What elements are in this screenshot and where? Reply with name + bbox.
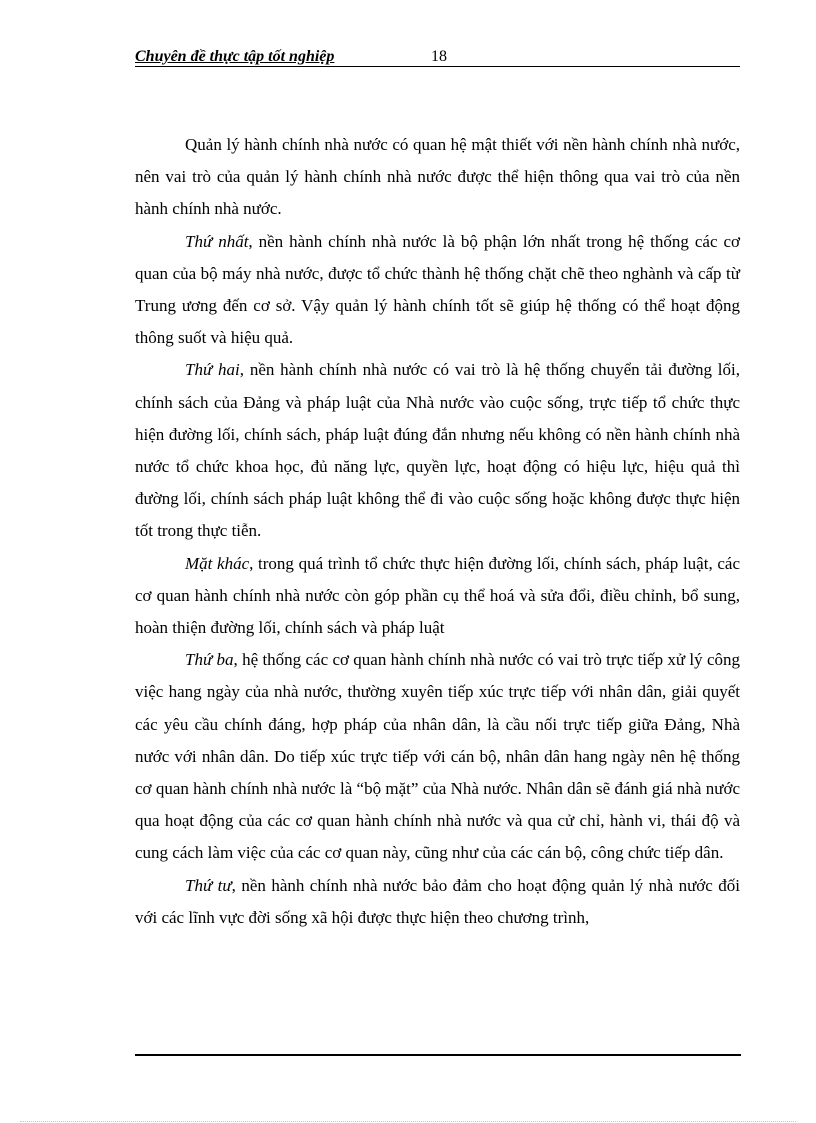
page-edge bbox=[20, 1121, 796, 1122]
paragraph-text: , nền hành chính nhà nước có vai trò là hệ thống chuyển tải đường lối, chính sách của Đảng và pháp luật của Nhà nước vào cuộc sống, trực tiếp tổ chức thực hiện đường lối, chính sách, pháp luật đúng đắn nhưng nếu không có nền hành chính nhà nước tổ chức khoa học, đủ năng lực, quyền lực, hoạt động có hiệu lực, hiệu quả thì đường lối, chính sách pháp luật không thể đi vào cuộc sống hoặc không được thực hiện tốt trong thực tiễn. bbox=[135, 360, 741, 541]
paragraph bbox=[135, 870, 740, 934]
paragraph bbox=[135, 548, 740, 645]
page-number: 18 bbox=[431, 48, 447, 65]
paragraph-lead: Thứ nhất bbox=[185, 231, 249, 251]
paragraph-text: , hệ thống các cơ quan hành chính nhà nước có vai trò trực tiếp xử lý công việc hang ngày của nhà nước, thường xuyên tiếp xúc trực tiếp với nhân dân, giải quyết các yêu cầu chính đáng, hợp pháp của nhân dân, là cầu nối trực tiếp giữa Đảng, Nhà nước với nhân dân. Do tiếp xúc trực tiếp với cán bộ, nhân dân hang ngày nên hệ thống cơ quan hành chính nhà nước là “bộ mặt” của Nhà nước. Nhân dân sẽ đánh giá nhà nước qua hoạt động của các cơ quan hành chính nhà nước và qua cử chỉ, hành vi, thái độ và cung cách làm việc của các cơ quan này, cũng như của các cán bộ, công chức tiếp dân. bbox=[135, 650, 740, 863]
paragraph-lead: Thứ hai bbox=[185, 360, 240, 380]
paragraph bbox=[135, 644, 740, 869]
paragraph-text: , nền hành chính nhà nước bảo đảm cho hoạt động quản lý nhà nước đối với các lĩnh vực đời sống xã hội được thực hiện theo chương trình, bbox=[135, 875, 740, 927]
footer-rule bbox=[135, 1054, 741, 1056]
paragraph-text: , nền hành chính nhà nước là bộ phận lớn nhất trong hệ thống các cơ quan của bộ máy nhà nước, được tổ chức thành hệ thống chặt chẽ theo nghành và cấp từ Trung ương đến cơ sở. Vậy quản lý hành chính tốt sẽ giúp hệ thống có thể hoạt động thông suốt và hiệu quả. bbox=[135, 231, 740, 348]
document-title: Chuyên đề thực tập tốt nghiệp bbox=[135, 48, 335, 65]
paragraph bbox=[135, 354, 740, 547]
body-text bbox=[135, 129, 740, 934]
paragraph bbox=[135, 226, 740, 355]
page-header bbox=[135, 48, 740, 66]
header-rule bbox=[135, 66, 740, 67]
paragraph-text: Quản lý hành chính nhà nước có quan hệ mật thiết với nền hành chính nhà nước, nên vai trò của quản lý hành chính nhà nước được thể hiện thông qua vai trò của nền hành chính nhà nước. bbox=[135, 135, 740, 219]
paragraph-lead: Thứ ba bbox=[185, 650, 234, 670]
paragraph-text: , trong quá trình tổ chức thực hiện đường lối, chính sách, pháp luật, các cơ quan hành chính nhà nước còn góp phần cụ thể hoá và sửa đổi, điều chỉnh, bổ sung, hoàn thiện đường lối, chính sách và pháp luật bbox=[135, 553, 740, 638]
paragraph-lead: Thứ tư bbox=[185, 875, 232, 895]
paragraph-lead: Mặt khác bbox=[185, 553, 250, 573]
paragraph bbox=[135, 129, 740, 226]
